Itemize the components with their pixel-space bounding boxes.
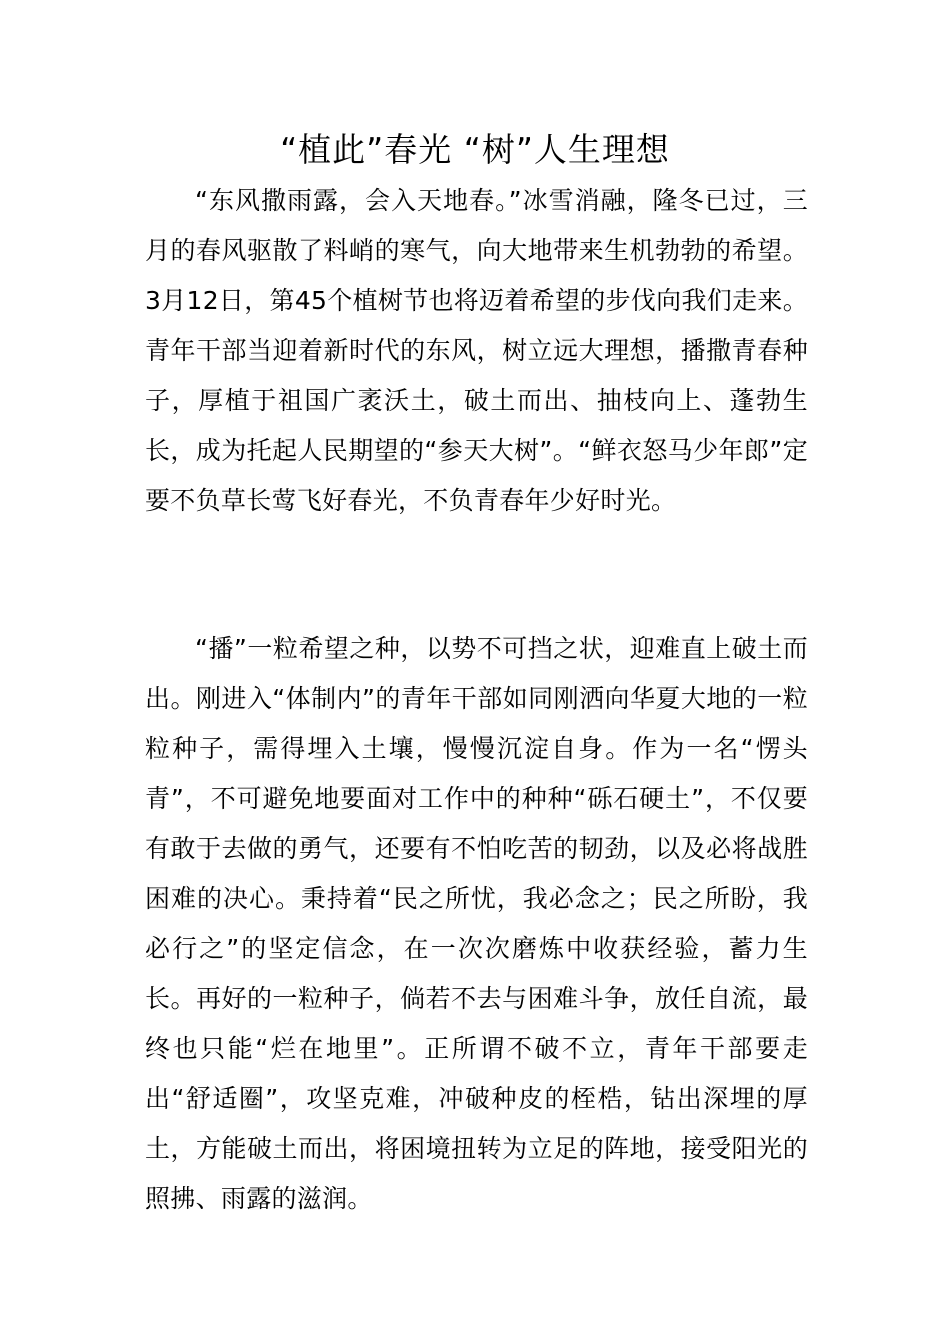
- document-title: “植此”春光 “树”人生理想: [280, 130, 670, 169]
- paragraph-2: “播”一粒希望之种，以势不可挡之状，迎难直上破土而出。刚进入“体制内”的青年干部如同刚洒向华夏大地的一粒粒种子，需得埋入土壤，慢慢沉淀自身。作为一名“愣头青”，不可避免地要面对工作中的种种“砾石硬土”，不仅要有敢于去做的勇气，还要有不怕吃苦的韧劲，以及必将战胜困难的决心。秉持着“民之所忧，我必念之；民之所盼，我必行之”的坚定信念，在一次次磨炼中收获经验，蓄力生长。再好的一粒种子，倘若不去与困难斗争，放任自流，最终也只能“烂在地里”。正所谓不破不立，青年干部要走出“舒适圈”，攻坚克难，冲破种皮的桎梏，钻出深埋的厚土，方能破土而出，将困境扭转为立足的阵地，接受阳光的照拂、雨露的滋润。: [145, 634, 808, 1213]
- paragraph-1: “东风撒雨露，会入天地春。”冰雪消融，隆冬已过，三月的春风驱散了料峭的寒气，向大地带来生机勃勃的希望。3月12日，第45个植树节也将迈着希望的步伐向我们走来。青年干部当迎着新时代的东风，树立远大理想，播撒青春种子，厚植于祖国广袤沃土，破土而出、抽枝向上、蓬勃生长，成为托起人民期望的“参天大树”。“鲜衣怒马少年郎”定要不负草长莺飞好春光，不负青春年少好时光。: [145, 186, 808, 515]
